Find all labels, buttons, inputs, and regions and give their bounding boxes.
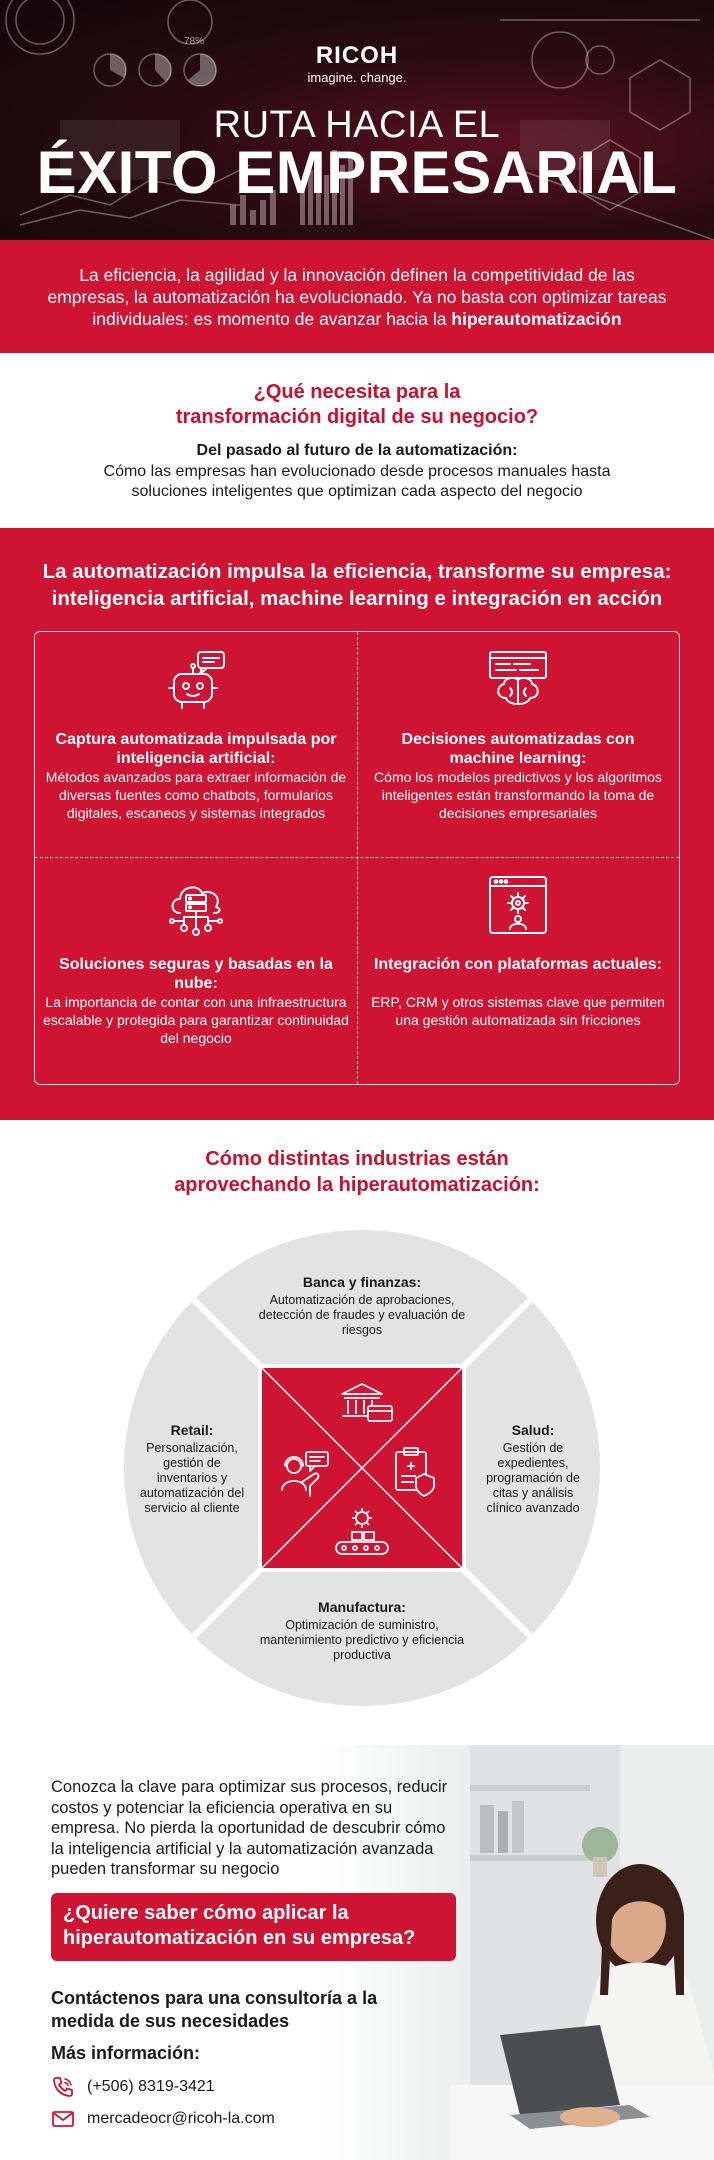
industry-description: Automatización de aprobaciones, detección de fraudes y evaluación de riesgos (258, 1293, 466, 1337)
cta-banner[interactable]: ¿Quiere saber cómo aplicar la hiperautomatización en su empresa? (51, 1893, 456, 1961)
feature-ml-decisions (357, 632, 679, 857)
contact-heading: Contáctenos para una consultoría a la medida de sus necesidades (51, 1988, 378, 2031)
email-contact[interactable] (51, 2107, 275, 2131)
svg-text:78%: 78% (184, 36, 205, 47)
industry-retail (138, 1423, 246, 1516)
industry-title: Salud: (511, 1422, 555, 1438)
email-icon (51, 2107, 75, 2131)
industry-banca (250, 1275, 474, 1338)
features-grid (34, 631, 680, 1085)
feature-platform-integration (357, 857, 679, 1082)
feature-ai-capture (35, 632, 357, 857)
phone-contact[interactable] (51, 2075, 215, 2099)
intro-text (44, 264, 670, 330)
more-info-label: Más información: (51, 2043, 201, 2063)
question-section (0, 380, 714, 502)
ricoh-logo[interactable] (0, 42, 714, 85)
phone-icon (51, 2075, 75, 2099)
feature-title: Integración con plataformas actuales: (373, 956, 663, 973)
question-text: Cómo las empresas han evolucionado desde procesos manuales hasta soluciones inteligentes que optimizan cada aspecto del negocio (103, 463, 611, 500)
industries-title-line2: aprovechando la hiperautomatización: (174, 1174, 540, 1196)
industry-title: Banca y finanzas: (302, 1274, 422, 1290)
industry-description: Gestión de expedientes, programación de citas y análisis clínico avanzado (486, 1441, 580, 1515)
features-section (0, 528, 714, 1120)
question-title-line1: ¿Qué necesita para la (253, 381, 461, 403)
feature-title: Decisiones automatizadas con machine learning: (401, 731, 635, 767)
industry-salud (479, 1423, 587, 1516)
features-heading: La automatización impulsa la eficiencia, transforme su empresa: inteligencia artificial, machine learning e integración en acción (42, 560, 672, 610)
industry-title: Retail: (170, 1422, 214, 1438)
question-subtitle: Del pasado al futuro de la automatización: (196, 442, 518, 459)
industry-manufactura (250, 1600, 474, 1663)
intro-highlight: hiperautomatización (451, 308, 622, 329)
feature-description: La importancia de contar con una infraestructura escalable y protegida para garantizar continuidad del negocio (43, 994, 349, 1046)
cloud-server-icon (164, 873, 228, 937)
feature-cloud-security (35, 857, 357, 1082)
industry-title: Manufactura: (318, 1599, 406, 1615)
industries-wheel (124, 1230, 600, 1706)
contact-section (0, 1745, 714, 2160)
hero-title-line1: RUTA HACIA EL (213, 104, 501, 146)
industry-description: Personalización, gestión de inventarios y automatización del servicio al cliente (139, 1441, 245, 1515)
question-title-line2: transformación digital de su negocio? (175, 406, 539, 428)
hero-title-line2: ÉXITO EMPRESARIAL (36, 139, 678, 206)
logo-name: RICOH (315, 42, 399, 69)
closing-text: Conozca la clave para optimizar sus procesos, reducir costos y potenciar la eficiencia operativa en su empresa. No pierda la oportunidad de descubrir cómo la inteligencia artificial y la automatización avanzada pueden transformar su negocio (51, 1778, 448, 1878)
brain-code-icon (486, 648, 550, 712)
industries-title (0, 1146, 714, 1198)
feature-description: Cómo los modelos predictivos y los algoritmos inteligentes están transformando la toma de decisiones empresariales (374, 769, 662, 821)
email-address[interactable]: mercadeocr@ricoh-la.com (87, 2110, 275, 2127)
logo-tagline: imagine. change. (307, 70, 407, 85)
browser-gear-user-icon (486, 873, 550, 937)
industry-description: Optimización de suministro, mantenimiento predictivo y eficiencia productiva (259, 1618, 465, 1662)
industries-title-line1: Cómo distintas industrias están (205, 1148, 509, 1170)
feature-title: Captura automatizada impulsada por inteligencia artificial: (55, 731, 337, 767)
feature-description: Métodos avanzados para extraer información de diversas fuentes como chatbots, formularios digitales, escaneos y sistemas integrados (45, 769, 347, 821)
feature-title: Soluciones seguras y basadas en la nube: (59, 956, 333, 992)
intro-body: La eficiencia, la agilidad y la innovación definen la competitividad de las empresas, la automatización ha evolucionado. Ya no basta con optimizar tareas individuales: es momento de avanzar hacia la (47, 264, 667, 329)
phone-number[interactable]: (+506) 8319-3421 (87, 2078, 215, 2095)
robot-chat-icon (164, 648, 228, 712)
feature-description: ERP, CRM y otros sistemas clave que permiten una gestión automatizada sin fricciones (371, 994, 665, 1028)
question-title (0, 380, 714, 430)
hero-banner (0, 0, 714, 240)
intro-banner (0, 240, 714, 353)
